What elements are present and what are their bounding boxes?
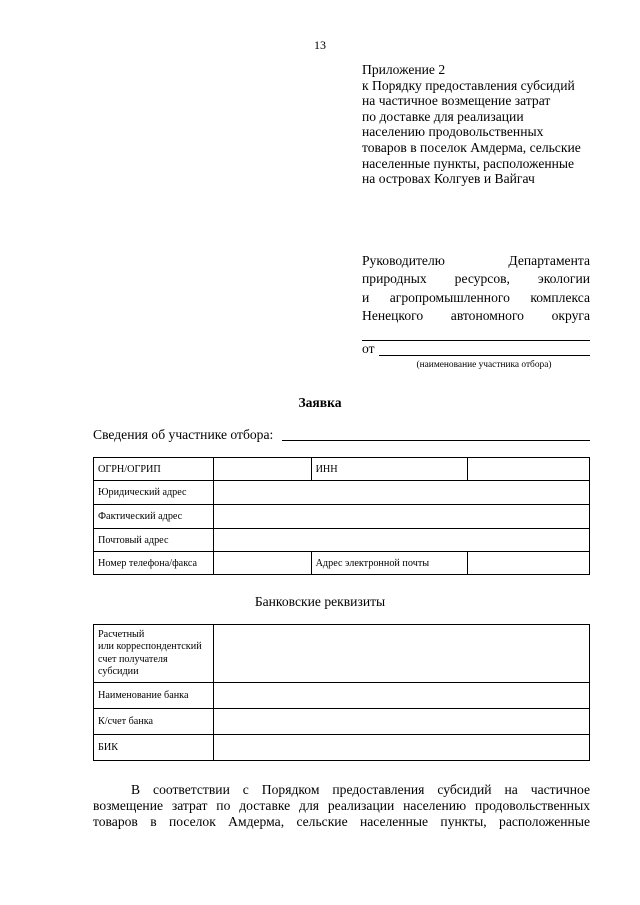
paragraph-line: В соответствии с Порядком предоставления субсидий на частичное bbox=[131, 782, 590, 797]
ogrn-label: ОГРН/ОГРИП bbox=[94, 458, 214, 481]
addressee-line: Руководителю Департамента bbox=[362, 253, 590, 268]
appendix-line: населенные пункты, расположенные bbox=[362, 155, 575, 171]
appendix-line: на островах Колгуев и Вайгач bbox=[362, 171, 535, 187]
addressee-line: природных ресурсов, экологии bbox=[362, 271, 590, 287]
table-row bbox=[94, 505, 590, 529]
phone-fax-label: Номер телефона/факса bbox=[94, 552, 214, 575]
participant-info-label: Сведения об участнике отбора: bbox=[93, 427, 274, 442]
bank-name-label: Наименование банка bbox=[94, 683, 214, 709]
participant-table bbox=[93, 457, 590, 575]
appendix-line: населению продовольственных bbox=[362, 124, 544, 140]
table-row bbox=[94, 458, 590, 481]
corr-account-value-cell[interactable] bbox=[213, 709, 589, 735]
actual-address-value-cell[interactable] bbox=[213, 505, 589, 529]
actual-address-label: Фактический адрес bbox=[94, 505, 214, 529]
table-row bbox=[94, 552, 590, 575]
bank-table bbox=[93, 624, 590, 761]
table-row bbox=[94, 529, 590, 552]
addressee-line: и агропромышленного комплекса bbox=[362, 289, 590, 305]
appendix-header bbox=[362, 62, 632, 187]
appendix-line: по доставке для реализации bbox=[362, 108, 524, 124]
document-title: Заявка bbox=[298, 395, 342, 410]
ogrn-value-cell[interactable] bbox=[213, 458, 311, 481]
table-row bbox=[94, 625, 590, 683]
from-blank-line bbox=[379, 355, 590, 356]
inn-label: ИНН bbox=[311, 458, 468, 481]
bank-details-title: Банковские реквизиты bbox=[254, 594, 386, 609]
phone-fax-value-cell[interactable] bbox=[213, 552, 311, 575]
postal-address-label: Почтовый адрес bbox=[94, 529, 214, 552]
paragraph-line: товаров в поселок Амдерма, сельские населенные пункты, расположенные bbox=[93, 814, 590, 829]
participant-info-blank-line bbox=[282, 440, 590, 441]
appendix-line: к Порядку предоставления субсидий bbox=[362, 77, 575, 93]
account-value-cell[interactable] bbox=[213, 625, 589, 683]
table-row bbox=[94, 683, 590, 709]
addressee-blank-line bbox=[362, 326, 590, 341]
postal-address-value-cell[interactable] bbox=[213, 529, 589, 552]
legal-address-label: Юридический адрес bbox=[94, 481, 214, 505]
table-row bbox=[94, 481, 590, 505]
appendix-line: Приложение 2 bbox=[362, 62, 446, 77]
addressee-line: Ненецкого автономного округа bbox=[362, 308, 590, 324]
bik-label: БИК bbox=[94, 735, 214, 761]
account-label bbox=[94, 625, 214, 683]
page-number: 13 bbox=[314, 38, 326, 52]
paragraph-line: возмещение затрат по доставке для реализации населению продовольственных bbox=[93, 798, 590, 813]
account-label-line: или корреспондентский bbox=[98, 641, 202, 652]
table-row bbox=[94, 735, 590, 761]
from-label: от bbox=[362, 341, 375, 357]
appendix-line: товаров в поселок Амдерма, сельские bbox=[362, 139, 581, 155]
inn-value-cell[interactable] bbox=[468, 458, 590, 481]
appendix-line: на частичное возмещение затрат bbox=[362, 93, 551, 109]
email-label: Адрес электронной почты bbox=[311, 552, 468, 575]
table-row bbox=[94, 709, 590, 735]
account-label-line: субсидии bbox=[98, 666, 139, 677]
corr-account-label: К/счет банка bbox=[94, 709, 214, 735]
account-label-line: счет получателя bbox=[98, 653, 168, 665]
bank-name-value-cell[interactable] bbox=[213, 683, 589, 709]
from-caption: (наименование участника отбора) bbox=[416, 359, 552, 370]
bik-value-cell[interactable] bbox=[213, 735, 589, 761]
body-paragraph bbox=[93, 782, 590, 830]
from-row bbox=[362, 341, 590, 359]
addressee-block bbox=[362, 252, 590, 371]
legal-address-value-cell[interactable] bbox=[213, 481, 589, 505]
email-value-cell[interactable] bbox=[468, 552, 590, 575]
account-label-line: Расчетный bbox=[98, 628, 145, 640]
